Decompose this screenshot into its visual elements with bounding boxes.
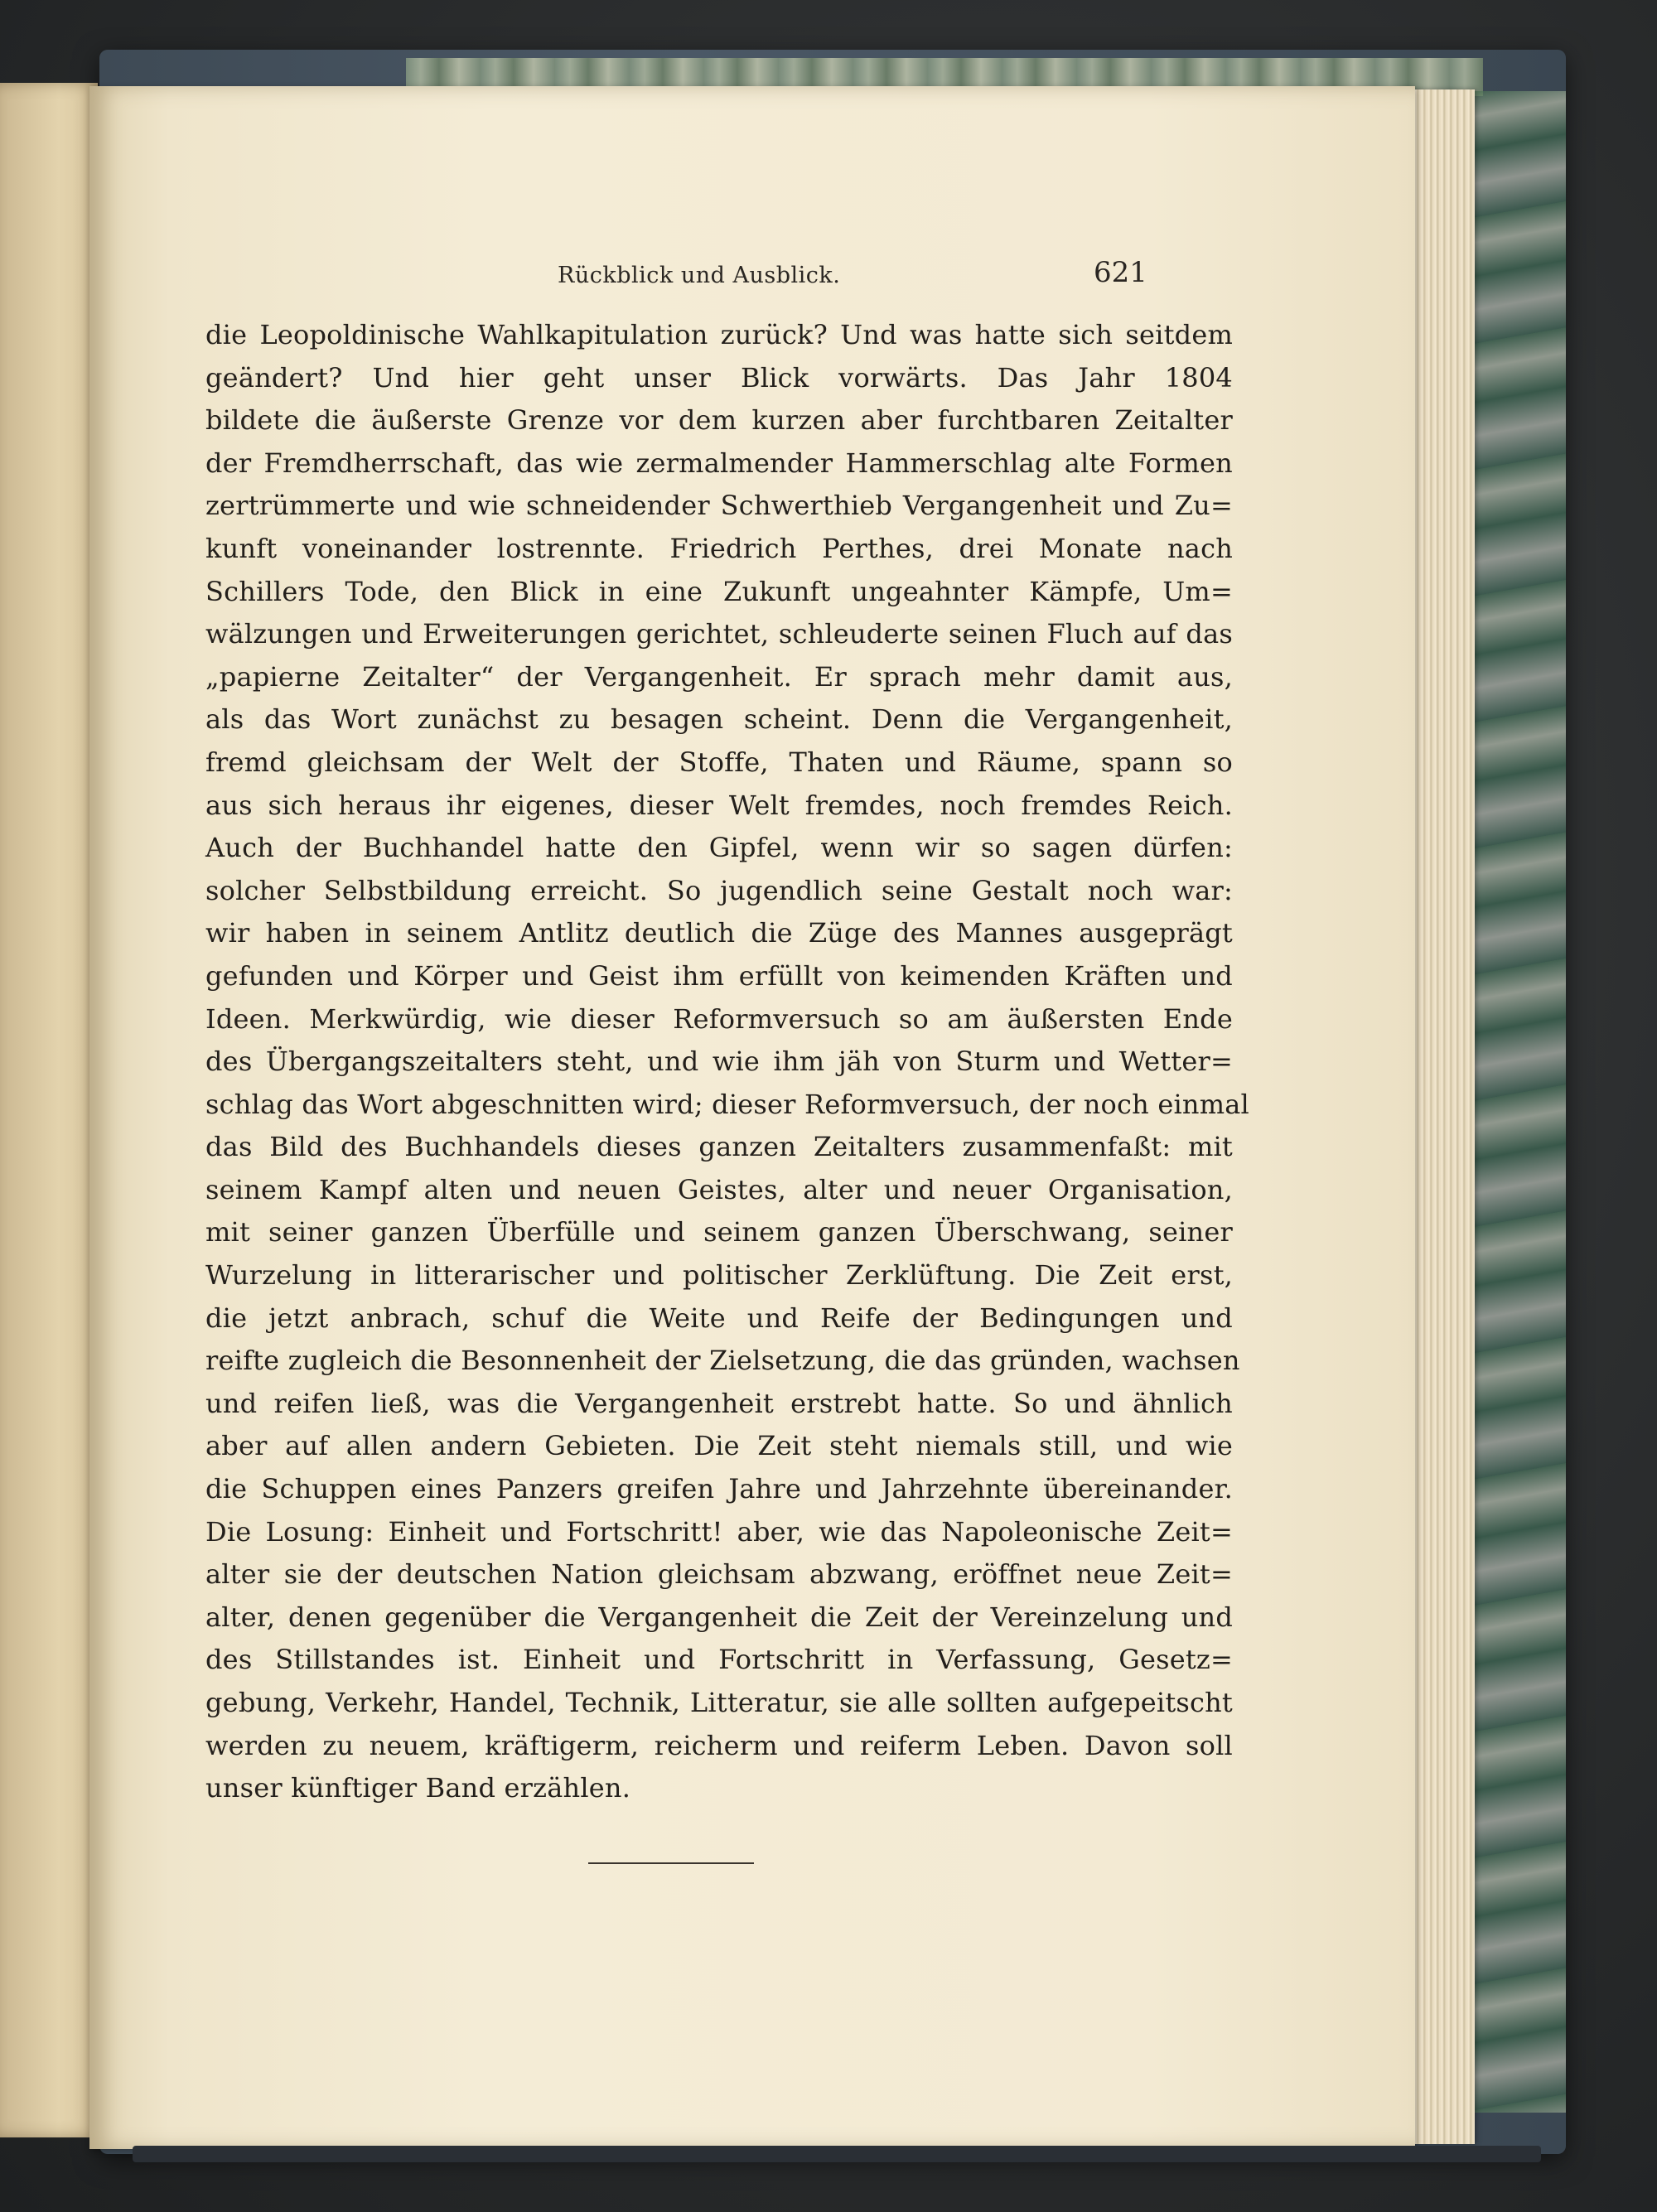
text-line: reifte zugleich die Besonnenheit der Zielsetzung, die das gründen, wachsen <box>205 1345 1240 1377</box>
text-line: seinem Kampf alten und neuen Geistes, alter und neuer Organisation, <box>205 1173 1233 1205</box>
text-line: als das Wort zunächst zu besagen scheint. Denn die Vergangenheit, <box>205 703 1233 736</box>
text-line: gebung, Verkehr, Handel, Technik, Litteratur, sie alle sollten aufgepeitscht <box>205 1687 1233 1718</box>
text-line: alter sie der deutschen Nation gleichsam abzwang, eröffnet neue Zeit= <box>205 1558 1233 1591</box>
text-line: des Übergangszeitalters steht, und wie ihm jäh von Sturm und Wetter= <box>205 1046 1233 1078</box>
text-line: Schillers Tode, den Blick in eine Zukunft ungeahnter Kämpfe, Um= <box>205 575 1233 607</box>
cover-bottom-edge <box>133 2146 1541 2162</box>
body-text <box>205 314 1249 1810</box>
text-line: solcher Selbstbildung erreicht. So jugendlich seine Gestalt noch war: <box>205 874 1233 906</box>
text-line: geändert? Und hier geht unser Blick vorwärts. Das Jahr 1804 <box>205 361 1233 394</box>
page-header <box>89 256 1415 297</box>
text-line: die jetzt anbrach, schuf die Weite und Reife der Bedingungen und <box>205 1302 1233 1334</box>
text-line: die Schuppen eines Panzers greifen Jahre und Jahrzehnte übereinander. <box>205 1473 1233 1505</box>
text-line: bildete die äußerste Grenze vor dem kurzen aber furchtbaren Zeitalter <box>205 404 1233 437</box>
text-line: alter, denen gegenüber die Vergangenheit die Zeit der Vereinzelung und <box>205 1601 1233 1633</box>
text-line: die Leopoldinische Wahlkapitulation zurück? Und was hatte sich seitdem <box>205 319 1233 350</box>
text-line: schlag das Wort abgeschnitten wird; dieser Reformversuch, der noch einmal <box>205 1088 1249 1120</box>
running-title: Rückblick und Ausblick. <box>558 263 841 288</box>
text-line: wälzungen und Erweiterungen gerichtet, schleuderte seinen Fluch auf das <box>205 618 1233 650</box>
text-line-last: unser künftiger Band erzählen. <box>205 1772 631 1804</box>
text-line: mit seiner ganzen Überfülle und seinem ganzen Überschwang, seiner <box>205 1216 1233 1248</box>
text-line: aber auf allen andern Gebieten. Die Zeit steht niemals still, und wie <box>205 1430 1233 1462</box>
book-page <box>89 86 1415 2149</box>
marbled-endpaper <box>1475 91 1566 2113</box>
text-line: gefunden und Körper und Geist ihm erfüllt von keimenden Kräften und <box>205 959 1233 992</box>
page-number: 621 <box>1094 256 1147 289</box>
text-line: Die Losung: Einheit und Fortschritt! aber, wie das Napoleonische Zeit= <box>205 1515 1233 1548</box>
text-line: „papierne Zeitalter“ der Vergangenheit. Er sprach mehr damit aus, <box>205 660 1233 693</box>
text-line: aus sich heraus ihr eigenes, dieser Welt fremdes, noch fremdes Reich. <box>205 789 1233 821</box>
text-line: wir haben in seinem Antlitz deutlich die Züge des Mannes ausgeprägt <box>205 917 1233 949</box>
facing-page-edge <box>0 83 98 2137</box>
text-line: das Bild des Buchhandels dieses ganzen Zeitalters zusammenfaßt: mit <box>205 1131 1233 1163</box>
text-line: Ideen. Merkwürdig, wie dieser Reformversuch so am äußersten Ende <box>205 1002 1233 1035</box>
text-line: werden zu neuem, kräftigerm, reicherm und reiferm Leben. Davon soll <box>205 1729 1233 1761</box>
text-line: des Stillstandes ist. Einheit und Fortschritt in Verfassung, Gesetz= <box>205 1644 1233 1676</box>
text-line: fremd gleichsam der Welt der Stoffe, Thaten und Räume, spann so <box>205 746 1233 778</box>
section-end-rule <box>588 1862 754 1864</box>
text-line: der Fremdherrschaft, das wie zermalmender Hammerschlag alte Formen <box>205 447 1233 479</box>
text-line: kunft voneinander lostrennte. Friedrich Perthes, drei Monate nach <box>205 532 1233 564</box>
text-line: Auch der Buchhandel hatte den Gipfel, wenn wir so sagen dürfen: <box>205 832 1233 864</box>
text-line: Wurzelung in litterarischer und politischer Zerklüftung. Die Zeit erst, <box>205 1259 1233 1292</box>
text-line: zertrümmerte und wie schneidender Schwerthieb Vergangenheit und Zu= <box>205 490 1233 522</box>
text-line: und reifen ließ, was die Vergangenheit erstrebt hatte. So und ähnlich <box>205 1387 1233 1419</box>
